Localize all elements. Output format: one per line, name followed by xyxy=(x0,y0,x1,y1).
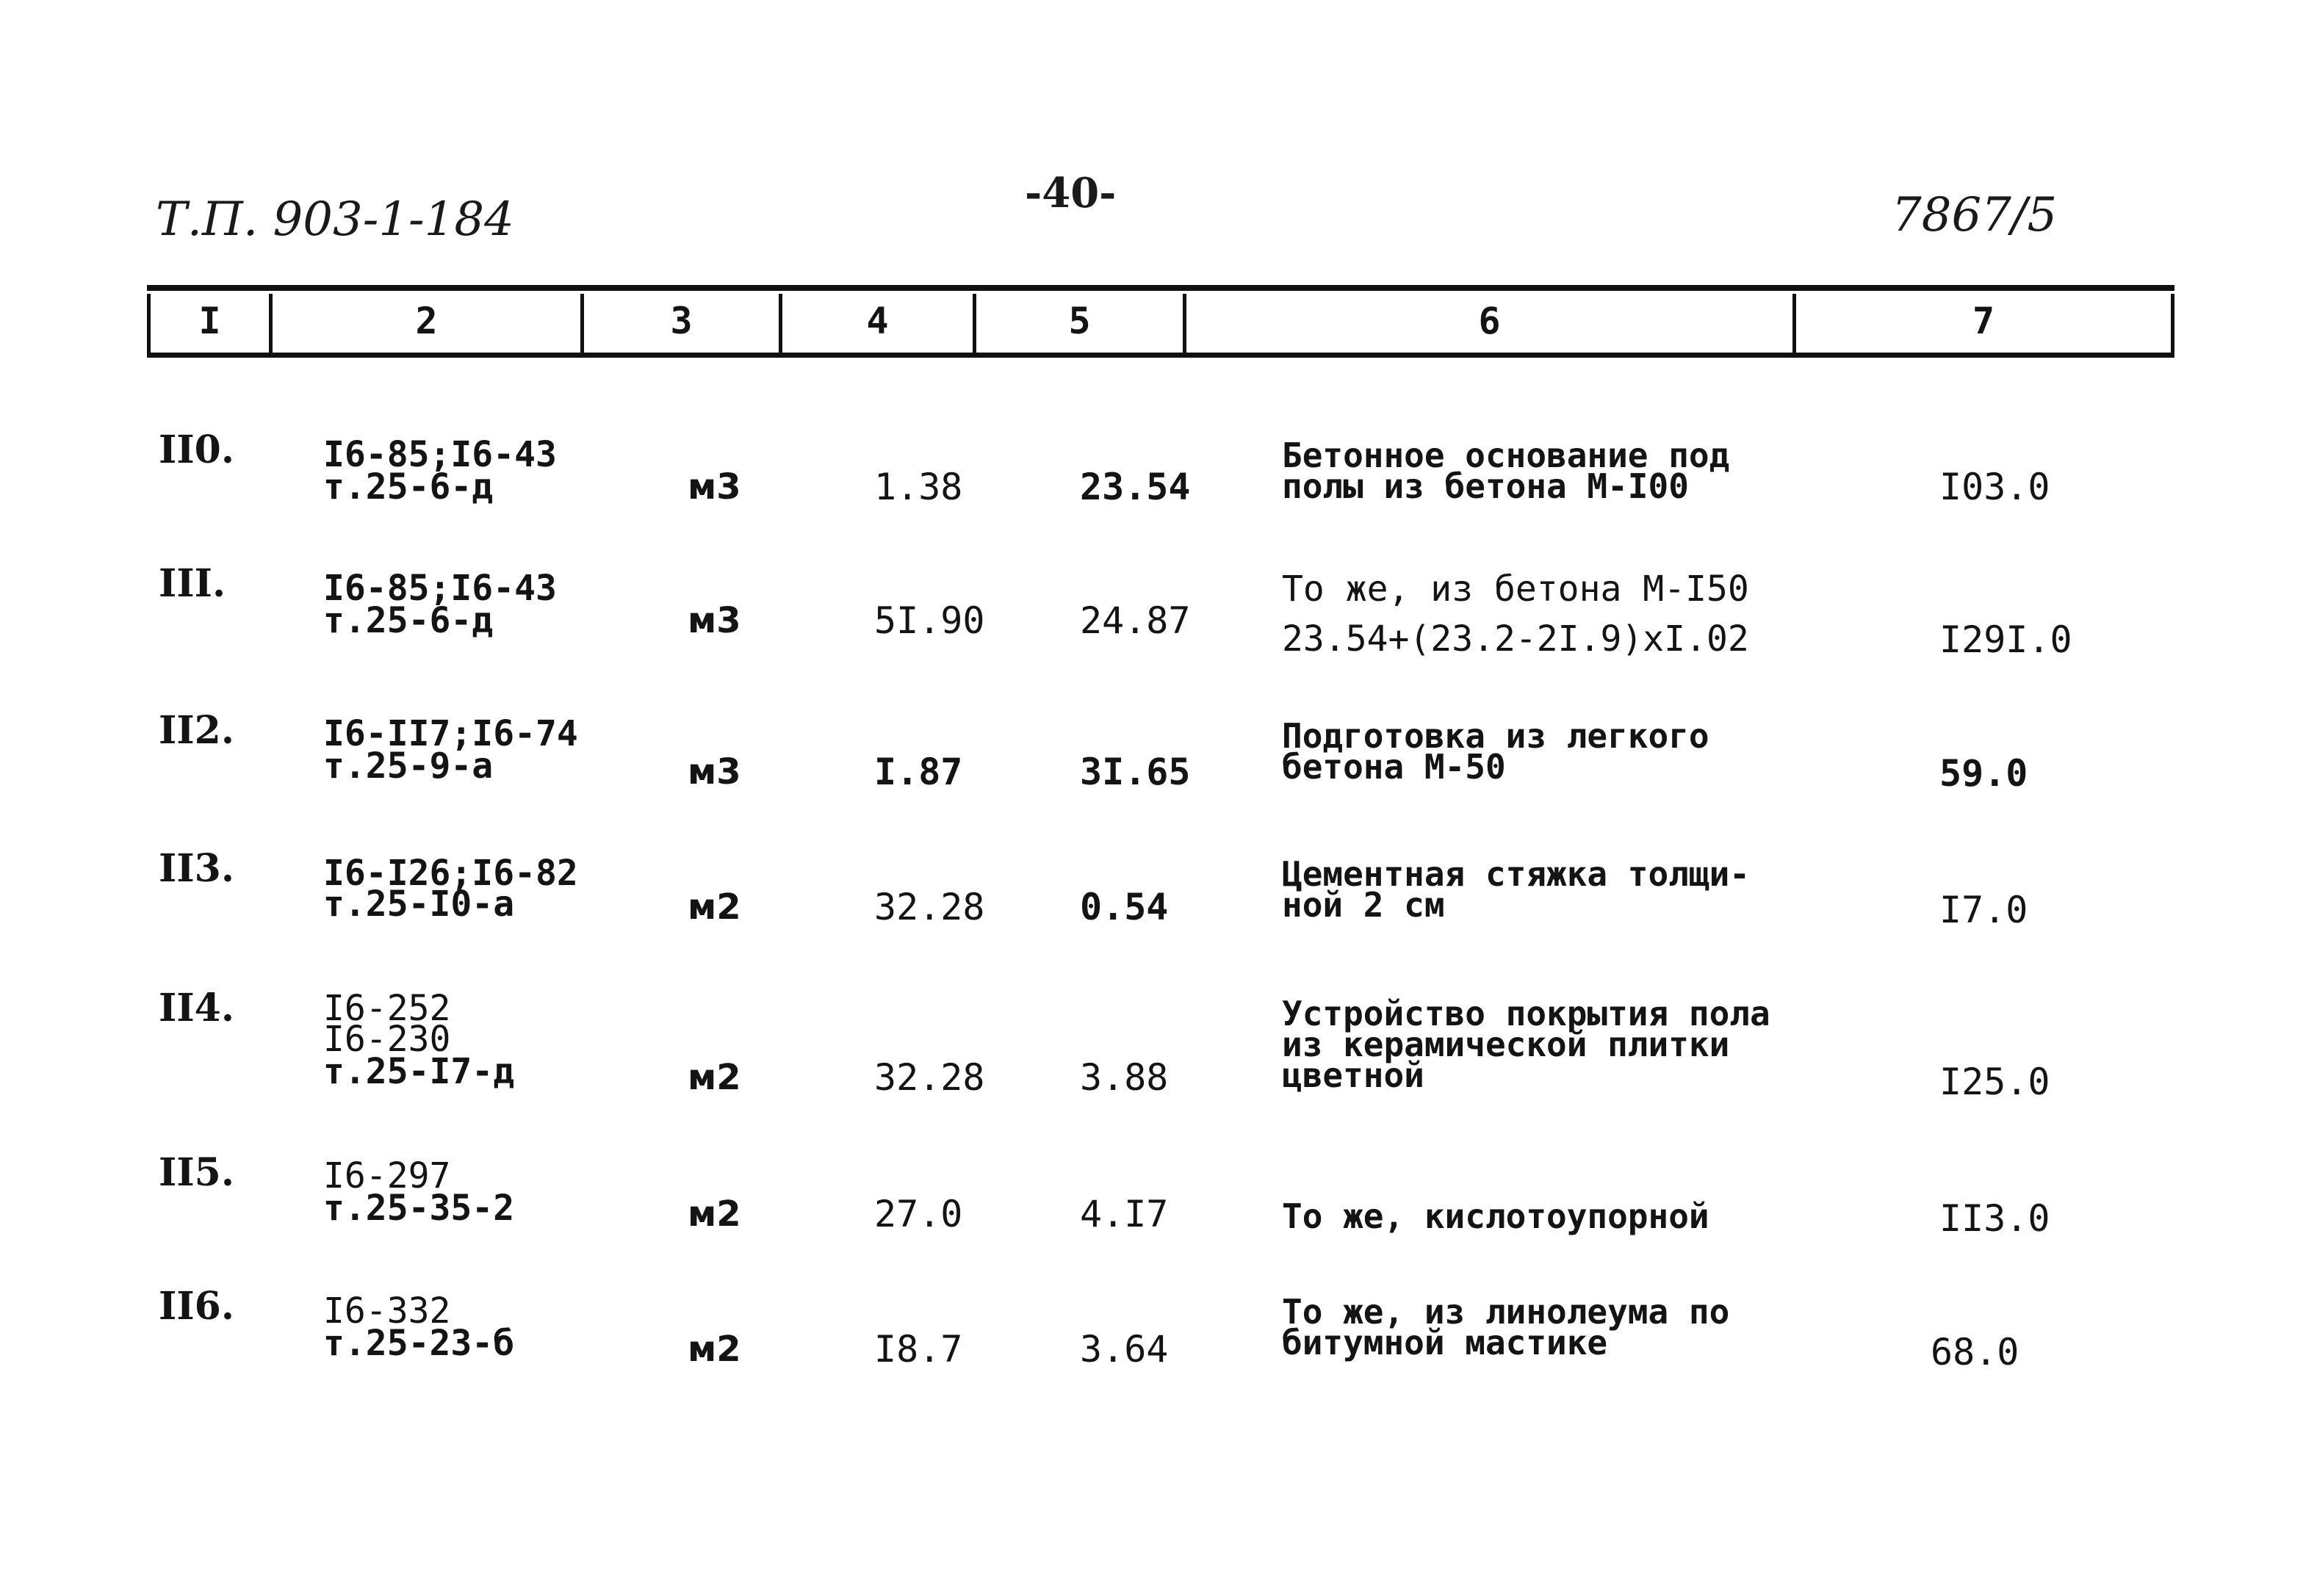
norm-code: I6-85;I6-43 xyxy=(323,568,557,609)
column-header: 6 xyxy=(1478,300,1501,342)
description: бетона М-50 xyxy=(1282,747,1506,787)
column-header: 4 xyxy=(866,300,889,342)
column-header: 5 xyxy=(1068,300,1091,342)
total: I29I.0 xyxy=(1939,618,2072,661)
unit-price: 3.64 xyxy=(1080,1328,1169,1371)
column-header: I xyxy=(198,300,221,342)
unit: м2 xyxy=(688,1329,741,1370)
norm-code: т.25-9-а xyxy=(323,745,494,787)
total: I7.0 xyxy=(1939,889,2028,931)
unit: м2 xyxy=(688,887,741,928)
document-code: Т.П. 903-1-184 xyxy=(156,192,514,247)
unit: м2 xyxy=(688,1194,741,1235)
quantity: 1.38 xyxy=(874,466,963,508)
norm-code: I6-230 xyxy=(323,1019,451,1060)
description: То же, из бетона М-I50 xyxy=(1282,568,1749,610)
description: Бетонное основание под xyxy=(1282,436,1730,475)
column-separator xyxy=(2171,294,2174,354)
column-header: 7 xyxy=(1972,300,1995,342)
row-number: II4. xyxy=(159,986,234,1030)
table-top-rule xyxy=(147,285,2174,291)
norm-code: I6-297 xyxy=(323,1155,451,1196)
description: 23.54+(23.2-2I.9)xI.02 xyxy=(1282,618,1749,660)
unit-price: 4.I7 xyxy=(1080,1193,1169,1235)
quantity: 5I.90 xyxy=(874,599,985,642)
description: Устройство покрытия пола xyxy=(1282,994,1770,1033)
description: Цементная стяжка толщи- xyxy=(1282,854,1750,894)
sheet-number: 7867/5 xyxy=(1892,188,2058,242)
description: из керамической плитки xyxy=(1282,1025,1730,1064)
quantity: 27.0 xyxy=(874,1193,963,1235)
description: То же, из линолеума по xyxy=(1282,1292,1730,1332)
quantity: 32.28 xyxy=(874,886,985,928)
description: полы из бетона М-I00 xyxy=(1282,466,1689,506)
column-header: 2 xyxy=(415,300,438,342)
page-number: -40- xyxy=(1025,169,1117,217)
unit-price: 0.54 xyxy=(1080,886,1169,928)
row-number: II2. xyxy=(159,708,234,753)
row-number: II5. xyxy=(159,1150,234,1195)
total: I03.0 xyxy=(1939,466,2050,508)
total: I25.0 xyxy=(1939,1061,2050,1103)
norm-code: т.25-35-2 xyxy=(323,1188,515,1229)
unit-price: 3I.65 xyxy=(1080,751,1191,793)
total: II3.0 xyxy=(1939,1197,2050,1240)
description: То же, кислотоупорной xyxy=(1282,1196,1709,1236)
column-header: 3 xyxy=(670,300,693,342)
norm-code: т.25-23-б xyxy=(323,1323,515,1364)
norm-code: I6-332 xyxy=(323,1290,451,1332)
norm-code: I6-II7;I6-74 xyxy=(323,713,578,754)
norm-code: I6-85;I6-43 xyxy=(323,434,557,475)
description: цветной xyxy=(1282,1055,1424,1095)
description: битумной мастике xyxy=(1282,1323,1608,1362)
unit-price: 23.54 xyxy=(1080,466,1191,508)
description: ной 2 см xyxy=(1282,885,1445,925)
unit: м3 xyxy=(688,600,741,641)
row-number: III. xyxy=(159,561,226,606)
norm-code: т.25-I0-а xyxy=(323,884,515,925)
total: 68.0 xyxy=(1931,1331,2019,1373)
norm-code: т.25-6-д xyxy=(323,600,494,641)
unit-price: 24.87 xyxy=(1080,599,1191,642)
norm-code: I6-I26;I6-82 xyxy=(323,853,578,894)
total: 59.0 xyxy=(1939,752,2028,795)
row-number: II3. xyxy=(159,846,234,891)
norm-code: т.25-I7-д xyxy=(323,1051,515,1092)
table-header-bottom-rule xyxy=(147,353,2174,358)
row-number: II6. xyxy=(159,1284,234,1329)
quantity: I8.7 xyxy=(874,1328,963,1371)
unit-price: 3.88 xyxy=(1080,1056,1169,1099)
unit: м3 xyxy=(688,466,741,508)
unit: м3 xyxy=(688,751,741,792)
unit: м2 xyxy=(688,1057,741,1098)
quantity: I.87 xyxy=(874,751,963,793)
norm-code: т.25-6-д xyxy=(323,466,494,508)
description: Подготовка из легкого xyxy=(1282,716,1709,756)
row-number: II0. xyxy=(159,427,234,472)
norm-code: I6-252 xyxy=(323,988,451,1029)
quantity: 32.28 xyxy=(874,1056,985,1099)
